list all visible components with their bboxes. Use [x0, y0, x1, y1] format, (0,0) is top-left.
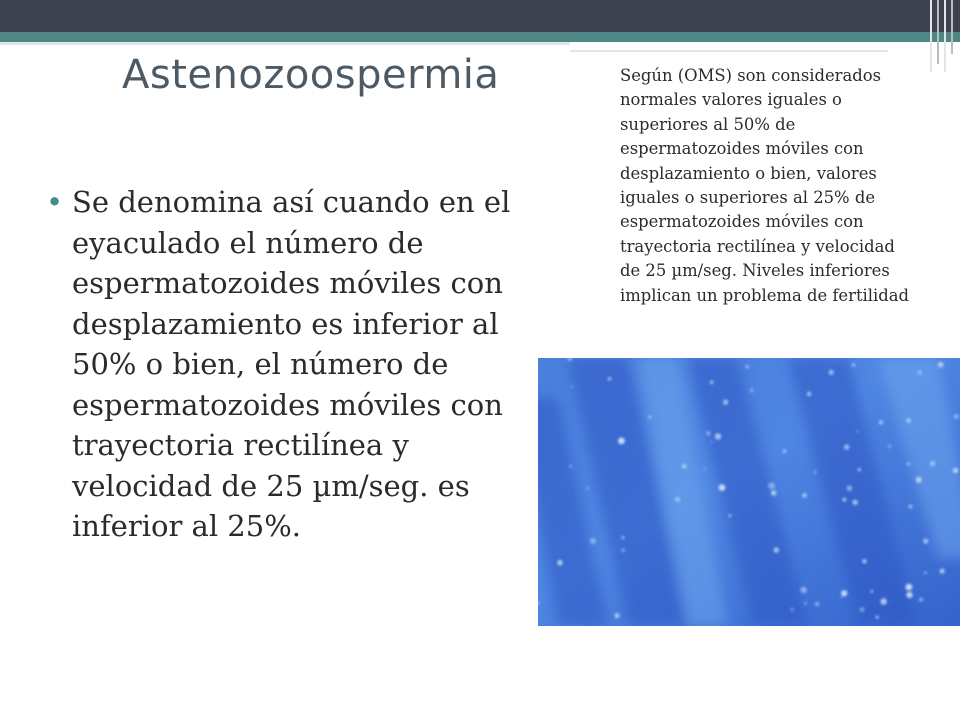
sperm-cell-dot — [615, 613, 620, 618]
slide-title: Astenozoospermia — [122, 52, 500, 98]
sperm-cell-dot — [907, 419, 911, 423]
sperm-cell-dot — [704, 468, 706, 470]
sperm-cell-dot — [621, 536, 624, 539]
sperm-cell-dot — [888, 445, 891, 448]
sperm-cell-dot — [783, 450, 787, 454]
header-bar-teal — [0, 32, 960, 42]
sperm-cell-dot — [710, 381, 713, 384]
sperm-cell-dot — [774, 547, 779, 552]
sperm-cell-dot — [906, 592, 912, 598]
sperm-cell-dot — [569, 465, 572, 468]
sperm-cell-dot — [608, 377, 611, 380]
microscope-sperm-image — [538, 358, 960, 626]
sperm-cell-dot — [771, 490, 777, 496]
sperm-cell-dot — [923, 539, 928, 544]
sperm-cell-dot — [791, 608, 794, 611]
sperm-cell-dot — [829, 370, 834, 375]
sperm-cell-dot — [815, 602, 819, 606]
sperm-cell-dot — [918, 371, 922, 375]
sperm-cell-dot — [622, 549, 625, 552]
sperm-cell-dot — [938, 362, 944, 368]
header-divider-line — [0, 42, 570, 45]
sperm-cell-dot — [841, 590, 847, 596]
side-note: Según (OMS) son considerados normales valores iguales o superiores al 50% de espermatozoides móviles con desplazamiento o bien, valores iguales o superiores al 25% de espermatozoides móviles con trayectoria rectilínea y velocidad de 25 µm/seg. Niveles inferiores implican un problema de fertilidad — [620, 66, 910, 305]
sperm-cell-dot — [871, 590, 874, 593]
sperm-cell-dot — [860, 607, 864, 611]
sperm-cell-dot — [843, 498, 847, 502]
sperm-cell-dot — [916, 477, 922, 483]
sperm-cell-dot — [590, 538, 596, 544]
sperm-cell-dot — [800, 587, 806, 593]
sperm-cell-dot — [719, 484, 726, 491]
sperm-cell-dot — [618, 438, 625, 445]
sperm-cell-dot — [715, 433, 721, 439]
sperm-cell-dot — [919, 598, 923, 602]
sperm-cell-dot — [587, 487, 589, 489]
sperm-cell-dot — [571, 386, 573, 388]
sperm-cell-dot — [858, 468, 861, 471]
sperm-cell-dot — [750, 389, 753, 392]
sperm-cell-dot — [844, 444, 849, 449]
sperm-cell-dot — [746, 365, 749, 368]
sperm-cell-dot — [924, 572, 927, 575]
sperm-cell-dot — [841, 596, 843, 598]
bullet-text: Se denomina así cuando en el eyaculado el número de espermatozoides móviles con desplazamiento es inferior al 50% o bien, el número de espermatozoides móviles con trayectoria rectilínea y velocidad de 25 µm/seg. es inferior al 25%. — [72, 185, 511, 543]
sperm-cell-dot — [675, 497, 680, 502]
sperm-cell-dot — [909, 505, 913, 509]
sperm-cell-dot — [768, 482, 775, 489]
sperm-cell-dot — [879, 421, 883, 425]
sperm-cell-dot — [852, 363, 855, 366]
sperm-cell-dot — [711, 441, 713, 443]
sperm-cell-dot — [557, 560, 562, 565]
sperm-cell-dot — [707, 432, 711, 436]
sperm-cell-dot — [930, 461, 935, 466]
sperm-cell-dot — [953, 468, 958, 473]
header-divider-line-secondary — [570, 50, 888, 52]
sperm-cell-dot — [729, 514, 732, 517]
corner-decoration — [926, 0, 960, 72]
sperm-cell-dot — [723, 400, 728, 405]
sperm-cell-dot — [804, 602, 806, 604]
sperm-cell-dot — [940, 569, 945, 574]
sperm-cell-dot — [853, 500, 858, 505]
sperm-cell-dot — [876, 616, 879, 619]
sperm-cell-dot — [906, 584, 913, 591]
sperm-cell-dot — [907, 462, 910, 465]
bullet-marker: • — [46, 185, 64, 219]
sperm-cell-dot — [802, 493, 806, 497]
sperm-cell-dot — [648, 416, 651, 419]
sperm-cell-dot — [880, 598, 886, 604]
header-bar-dark — [0, 0, 960, 32]
sperm-cell-dot — [814, 471, 816, 473]
sperm-cell-dot — [847, 486, 852, 491]
sperm-cell-dot — [863, 559, 867, 563]
microscope-image-svg — [538, 358, 960, 626]
sperm-cell-dot — [807, 392, 811, 396]
sperm-cell-dot — [682, 464, 686, 468]
bullet-list — [46, 182, 536, 547]
sperm-cell-dot — [857, 430, 859, 432]
sperm-cell-dot — [954, 414, 959, 419]
